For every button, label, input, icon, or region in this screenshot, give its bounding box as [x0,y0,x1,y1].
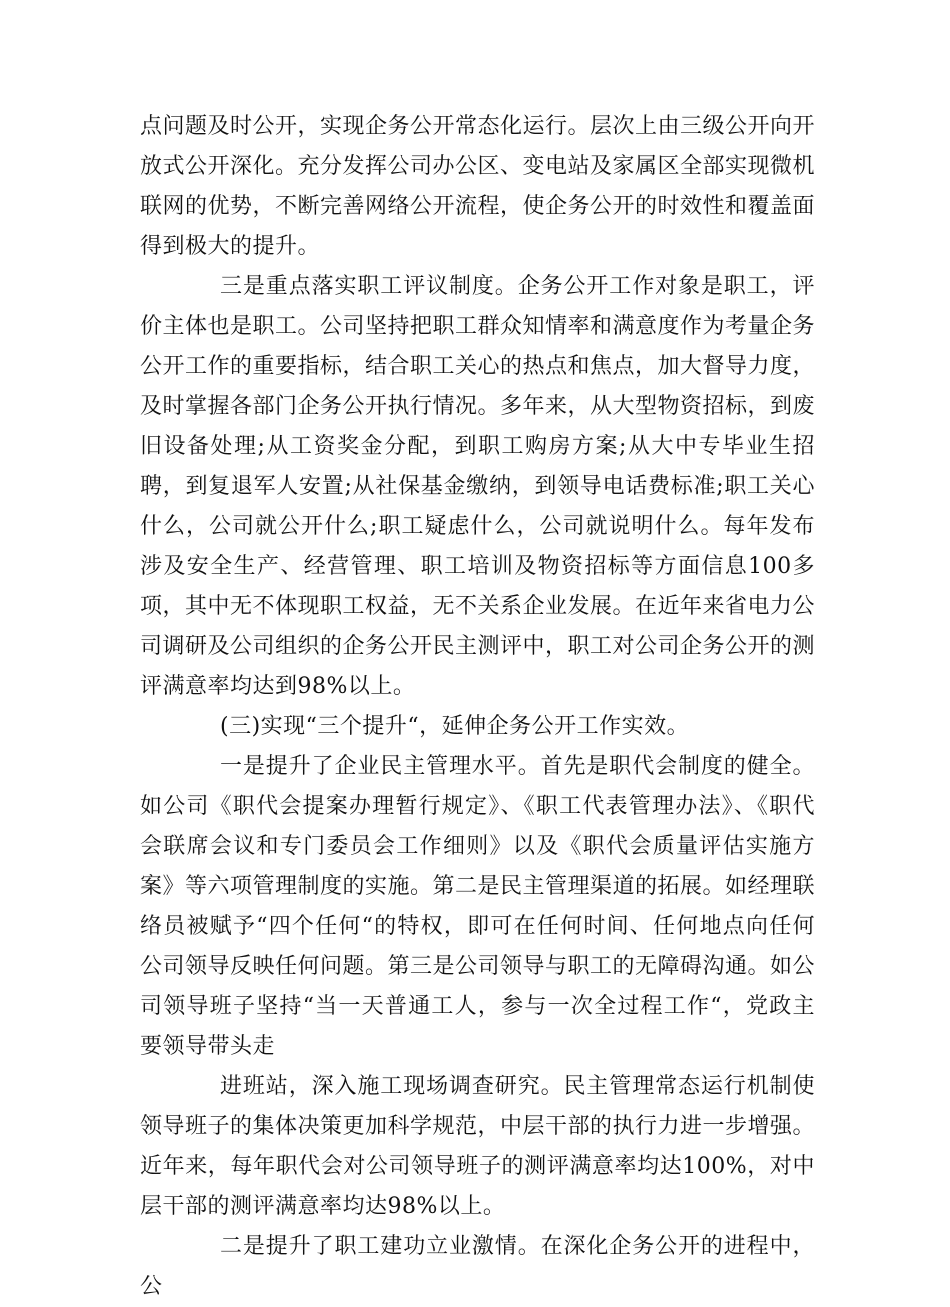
paragraph-employee-enthusiasm: 二是提升了职工建功立业激情。在深化企务公开的进程中，公 [140,1234,815,1299]
document-body [140,107,815,1307]
paragraph-leadership-evaluation: 进班站，深入施工现场调查研究。民主管理常态运行机制使领导班子的集体决策更加科学规范，中层干部的执行力进一步增强。近年来，每年职代会对公司领导班子的测评满意率均达100%，对中层干部的测评满意率均达98%以上。 [140,1074,816,1219]
paragraph-continuation: 点问题及时公开，实现企务公开常态化运行。层次上由三级公开向开放式公开深化。充分发挥公司办公区、变电站及家属区全部实现微机联网的优势，不断完善网络公开流程，使企务公开的时效性和覆盖面得到极大的提升。 [140,114,816,259]
section-heading-three-improvements: (三)实现“三个提升“，延伸企务公开工作实效。 [220,714,690,739]
paragraph-employee-review: 三是重点落实职工评议制度。企务公开工作对象是职工，评价主体也是职工。公司坚持把职工群众知情率和满意度作为考量企务公开工作的重要指标，结合职工关心的热点和焦点，加大督导力度，及时掌握各部门企务公开执行情况。多年来，从大型物资招标，到废旧设备处理;从工资奖金分配，到职工购房方案;从大中专毕业生招聘，到复退军人安置;从社保基金缴纳，到领导电话费标准;职工关心什么，公司就公开什么;职工疑虑什么，公司就说明什么。每年发布涉及安全生产、经营管理、职工培训及物资招标等方面信息100多项，其中无不体现职工权益，无不关系企业发展。在近年来省电力公司调研及公司组织的企务公开民主测评中，职工对公司企务公开的测评满意率均达到98%以上。 [140,274,816,699]
paragraph-democratic-management: 一是提升了企业民主管理水平。首先是职代会制度的健全。如公司《职代会提案办理暂行规定》、《职工代表管理办法》、《职代会联席会议和专门委员会工作细则》以及《职代会质量评估实施方案》等六项管理制度的实施。第二是民主管理渠道的拓展。如经理联络员被赋予“四个任何“的特权，即可在任何时间、任何地点向任何公司领导反映任何问题。第三是公司领导与职工的无障碍沟通。如公司领导班子坚持“当一天普通工人，参与一次全过程工作“，党政主要领导带头走 [140,754,816,1059]
